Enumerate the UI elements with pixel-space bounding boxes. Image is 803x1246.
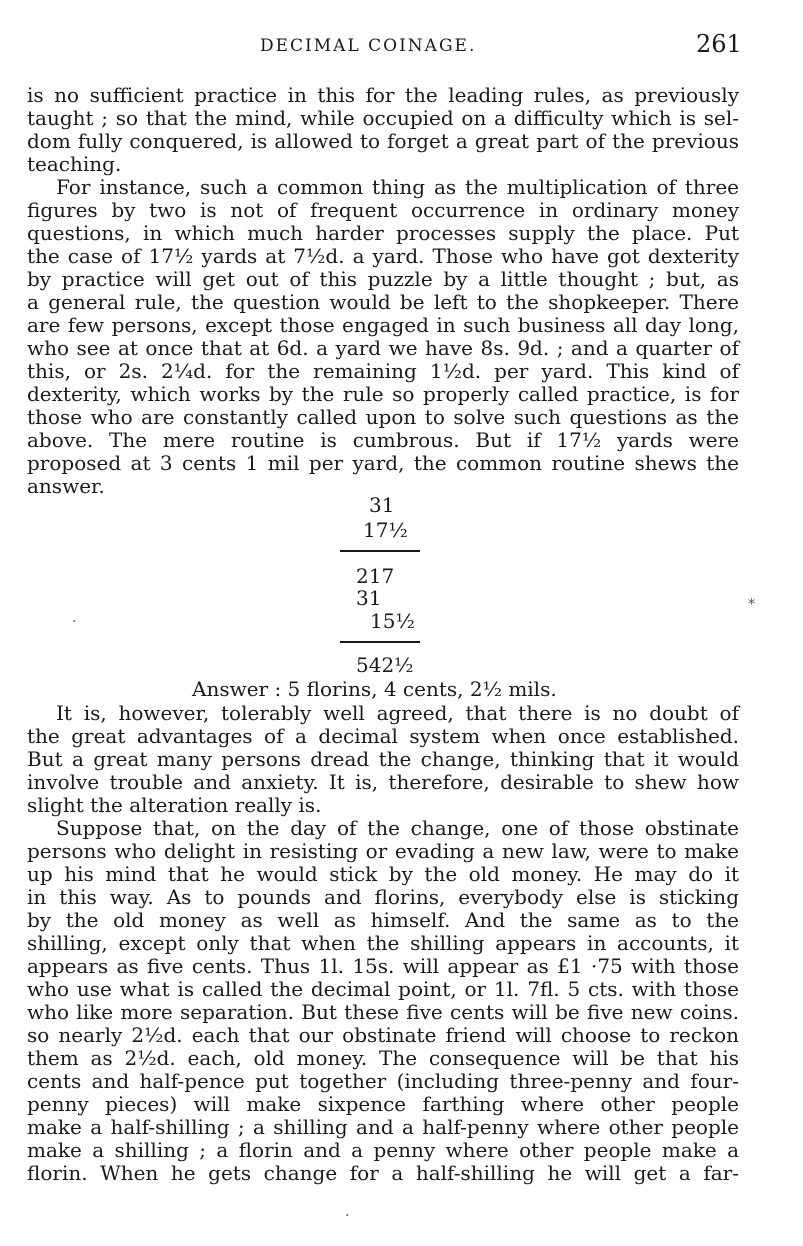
text-line: It is, however, tolerably well agreed, that there is no doubt of	[56, 701, 739, 725]
text-line: appears as five cents. Thus 1l. 15s. will appear as £1 ·75 with those	[27, 954, 739, 978]
text-line: who use what is called the decimal point, or 1l. 7fl. 5 cts. with those	[27, 977, 739, 1001]
text-line: who see at once that at 6d. a yard we have 8s. 9d. ; and a quarter of	[27, 336, 739, 360]
text-line: those who are constantly called upon to solve such questions as the	[27, 405, 739, 429]
page-number: 261	[696, 30, 742, 58]
text-line: make a shilling ; a florin and a penny where other people make a	[27, 1138, 739, 1162]
text-line: up his mind that he would stick by the old money. He may do it	[27, 862, 739, 886]
calc-partial-product: 31	[356, 586, 382, 610]
calc-answer: Answer : 5 florins, 4 cents, 2½ mils.	[192, 677, 557, 701]
text-line: so nearly 2½d. each that our obstinate friend will choose to reckon	[27, 1023, 739, 1047]
print-speck: ·	[345, 1208, 350, 1224]
running-title: DECIMAL COINAGE.	[260, 36, 477, 56]
print-speck: ⁎	[748, 592, 755, 608]
text-line: a general rule, the question would be left to the shopkeeper. There	[27, 290, 739, 314]
text-line: Suppose that, on the day of the change, one of those obstinate	[56, 816, 739, 840]
text-line: dexterity, which works by the rule so properly called practice, is for	[27, 382, 739, 406]
text-line: For instance, such a common thing as the multiplication of three	[56, 175, 739, 199]
text-line: taught ; so that the mind, while occupied on a difficulty which is sel-	[27, 106, 739, 130]
calc-product: 542½	[356, 653, 414, 677]
text-line: make a half-shilling ; a shilling and a half-penny where other people	[27, 1115, 739, 1139]
calc-rule	[340, 550, 420, 552]
text-line: proposed at 3 cents 1 mil per yard, the common routine shews the	[27, 451, 739, 475]
calc-multiplicand: 31	[369, 493, 395, 517]
text-line: slight the alteration really is.	[27, 793, 322, 817]
text-line: florin. When he gets change for a half-shilling he will get a far-	[27, 1161, 739, 1185]
calc-multiplier: 17½	[363, 518, 408, 542]
text-line: shilling, except only that when the shilling appears in accounts, it	[27, 931, 739, 955]
text-line: cents and half-pence put together (including three-penny and four-	[27, 1069, 739, 1093]
text-line: figures by two is not of frequent occurrence in ordinary money	[27, 198, 739, 222]
text-line: involve trouble and anxiety. It is, therefore, desirable to shew how	[27, 770, 739, 794]
text-line: persons who delight in resisting or evading a new law, were to make	[27, 839, 739, 863]
text-line: dom fully conquered, is allowed to forget a great part of the previous	[27, 129, 739, 153]
text-line: above. The mere routine is cumbrous. But if 17½ yards were	[27, 428, 739, 452]
text-line: in this way. As to pounds and florins, everybody else is sticking	[27, 885, 739, 909]
text-line: them as 2½d. each, old money. The consequence will be that his	[27, 1046, 739, 1070]
text-line: questions, in which much harder processes supply the place. Put	[27, 221, 739, 245]
text-line: penny pieces) will make sixpence farthing where other people	[27, 1092, 739, 1116]
print-speck: ·	[72, 614, 77, 630]
text-line: are few persons, except those engaged in such business all day long,	[27, 313, 739, 337]
calc-partial-product: 15½	[370, 609, 415, 633]
calc-rule	[340, 641, 420, 643]
text-line: answer.	[27, 474, 105, 498]
text-line: by practice will get out of this puzzle by a little thought ; but, as	[27, 267, 739, 291]
text-line: this, or 2s. 2¼d. for the remaining 1½d. per yard. This kind of	[27, 359, 739, 383]
text-line: the case of 17½ yards at 7½d. a yard. Those who have got dexterity	[27, 244, 739, 268]
text-line: is no sufficient practice in this for the leading rules, as previously	[27, 83, 739, 107]
text-line: the great advantages of a decimal system when once established.	[27, 724, 739, 748]
calc-partial-product: 217	[356, 564, 395, 588]
text-line: who like more separation. But these five cents will be five new coins.	[27, 1000, 739, 1024]
text-line: teaching.	[27, 152, 122, 176]
text-line: But a great many persons dread the change, thinking that it would	[27, 747, 739, 771]
text-line: by the old money as well as himself. And the same as to the	[27, 908, 739, 932]
